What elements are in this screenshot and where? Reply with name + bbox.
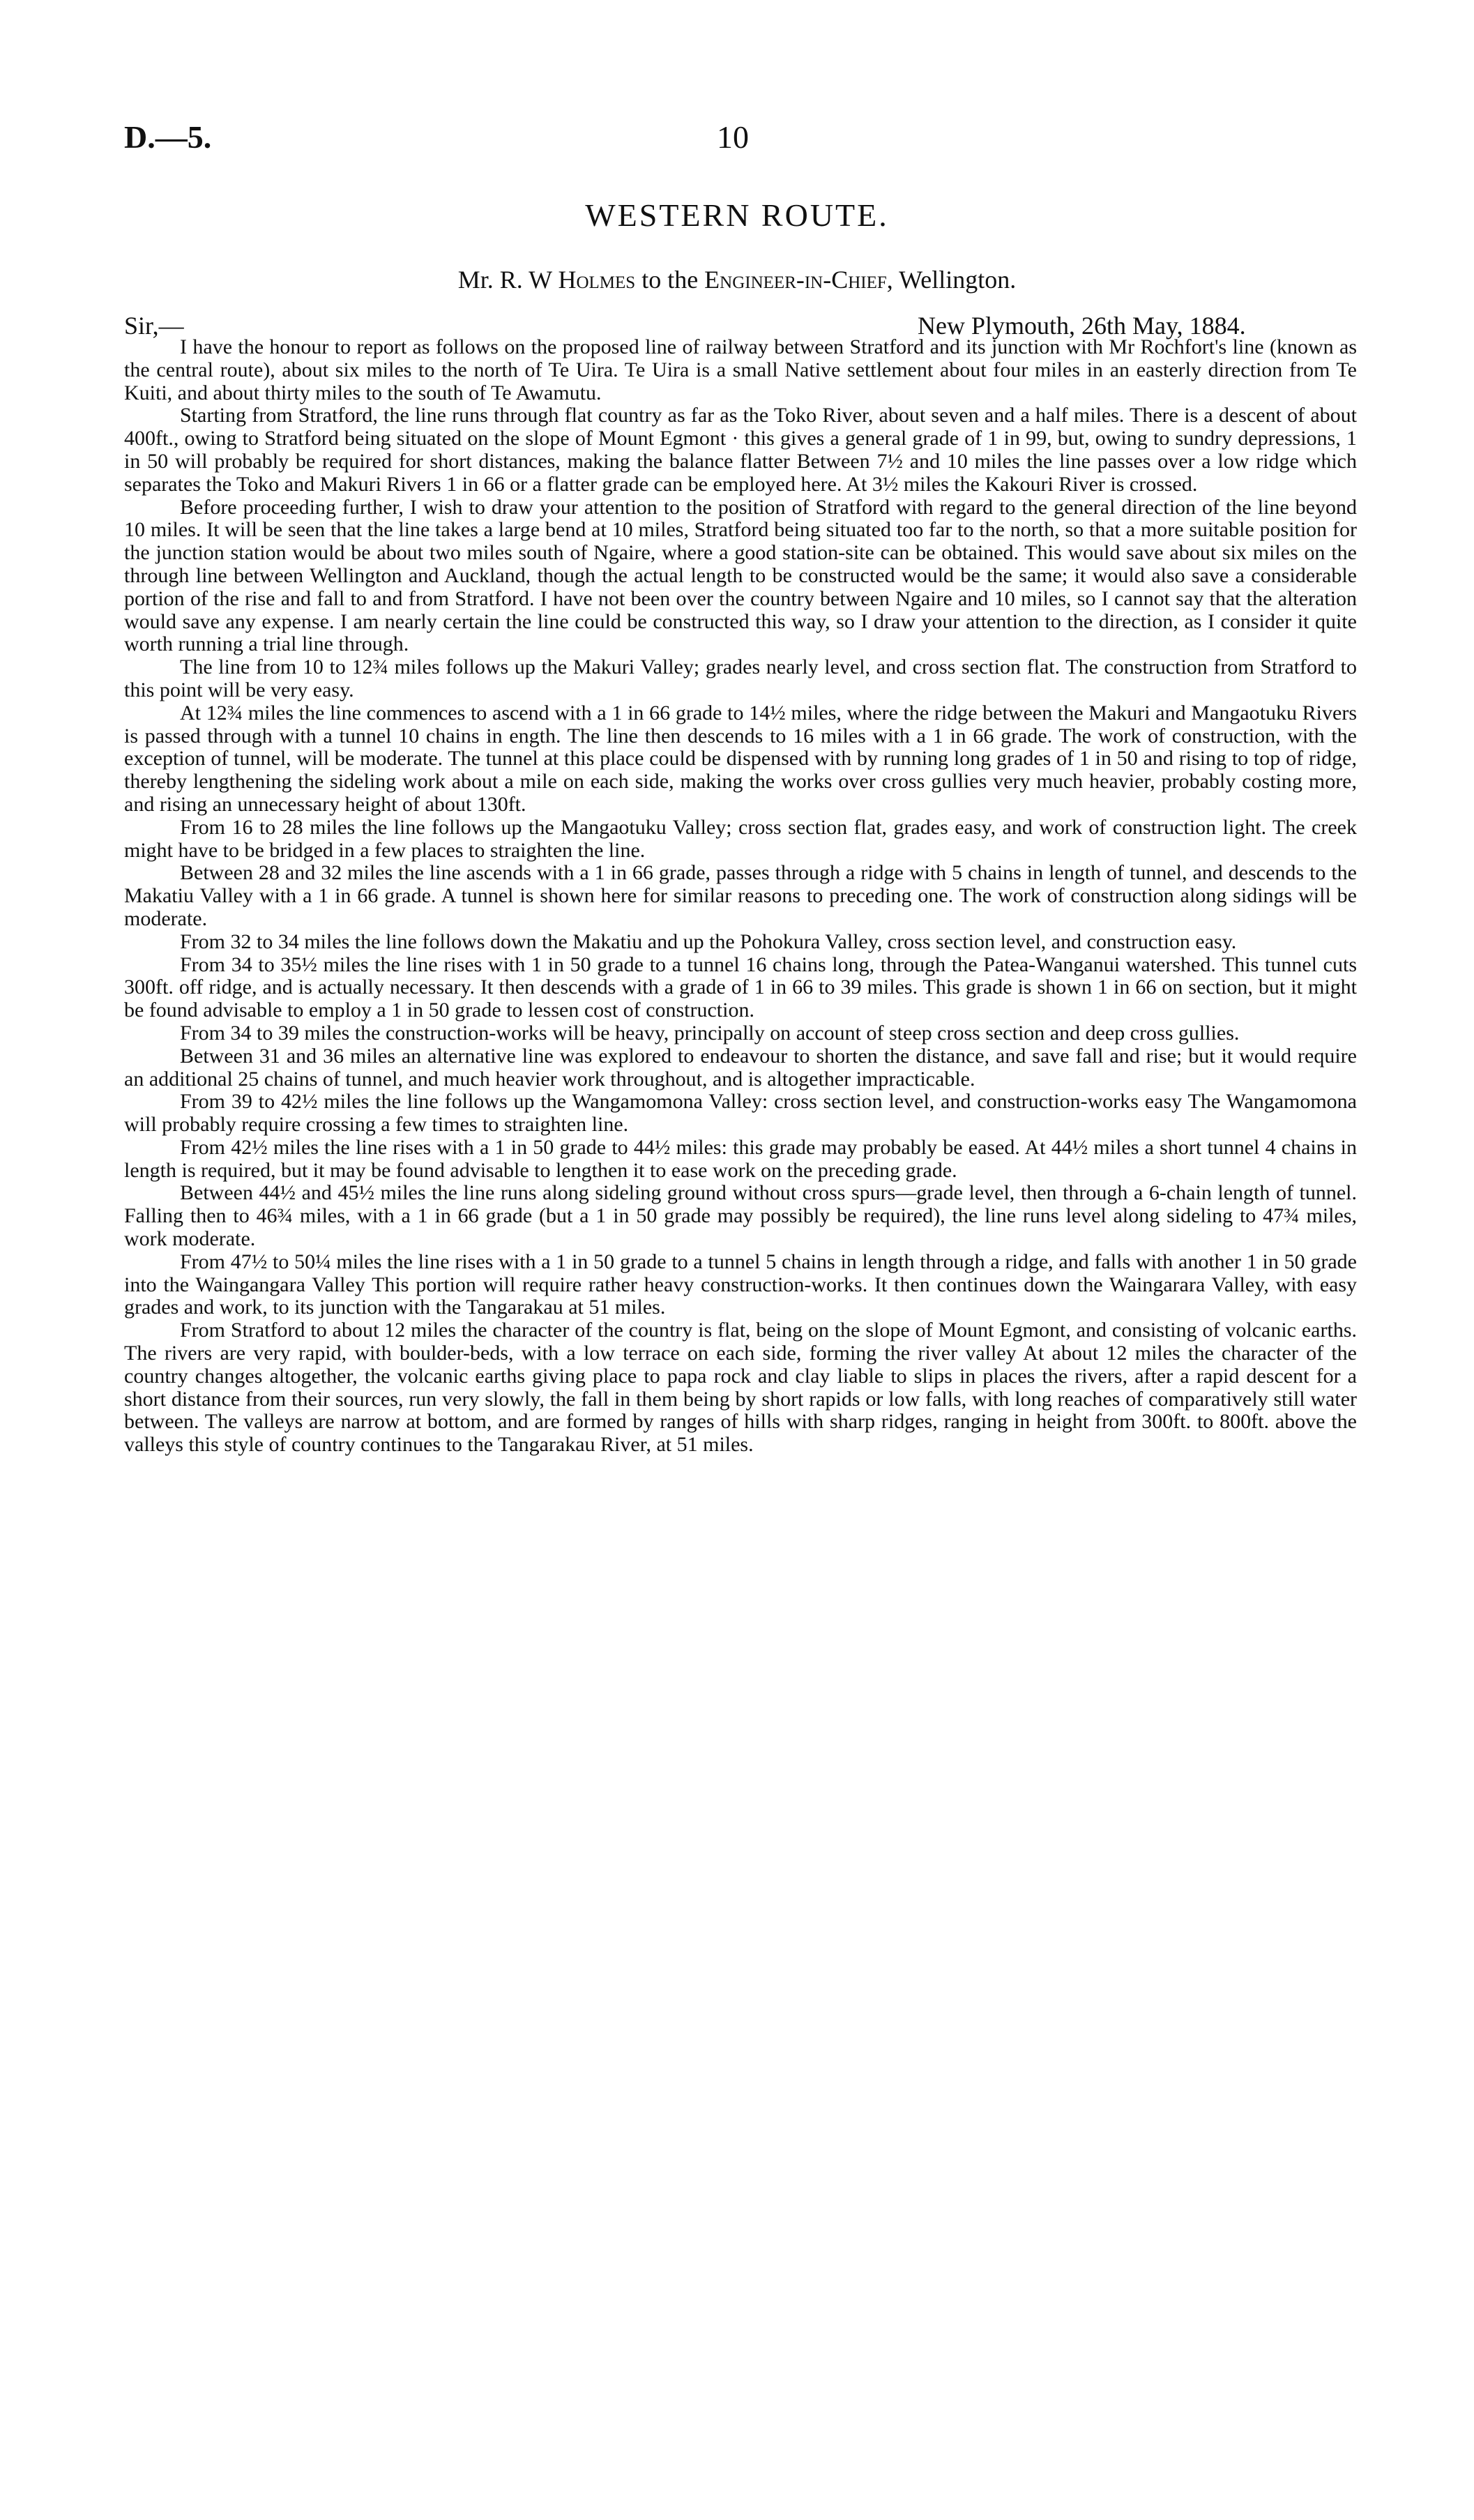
heading-prefix: Mr. R. W (457, 266, 559, 294)
paragraph: I have the honour to report as follows on the proposed line of railway between Stratford and its junction with Mr Rochfort's line (known as the central route), about six miles to the north of Te Uira. Te Uira is a small Native settlement about four miles in an easterly direction from Te Kuiti, and about thirty miles to the south of Te Awamutu. (124, 335, 1357, 404)
heading-author: Holmes (558, 266, 636, 294)
paragraph: At 12¾ miles the line commences to ascend with a 1 in 66 grade to 14½ miles, where the ridge between the Makuri and Mangaotuku Rivers is passed through with a tunnel 10 chains in ength. The line then descends to 16 miles with a 1 in 66 grade. The work of construction, with the exception of tunnel, will be moderate. The tunnel at this place could be dispensed with by running long grades of 1 in 50 and rising to top of ridge, thereby lengthening the sideling work about a mile on each side, making the works over cross gullies very much heavier, probably costing more, and rising an unnecessary height of about 130ft. (124, 701, 1357, 816)
paragraph: Between 44½ and 45½ miles the line runs along sideling ground without cross spurs—grade level, then through a 6-chain length of tunnel. Falling then to 46¾ miles, with a 1 in 66 grade (but a 1 in 50 grade may possibly be required), the line runs level along sideling to 47¾ miles, work moderate. (124, 1181, 1357, 1251)
paragraph: From 42½ miles the line rises with a 1 in 50 grade to 44½ miles: this grade may probably be eased. At 44½ miles a short tunnel 4 chains in length is required, but it may be found advisable to lengthen it to ease work on the preceding grade. (124, 1135, 1357, 1182)
paragraph: From 32 to 34 miles the line follows down the Makatiu and up the Pohokura Valley, cross section level, and construction easy. (180, 929, 1237, 953)
paragraph: Before proceeding further, I wish to draw your attention to the position of Stratford with regard to the general direction of the line beyond 10 miles. It will be seen that the line takes a large bend at 10 miles, Stratford being situated too far to the north, so that a more suitable position for the junction station would be about two miles south of Ngaire, where a good station-site can be obtained. This would save about six miles on the through line between Wellington and Auckland, though the actual length to be constructed would be the same; it would also save a considerable portion of the rise and fall to and from Stratford. I have not been over the country between Ngaire and 10 miles, so I cannot say that the alteration would save any expense. I am nearly certain the line could be constructed this way, so I draw your attention to the direction, as I consider it quite worth running a trial line through. (124, 495, 1357, 656)
letter-body (124, 336, 1357, 1457)
letter-heading (0, 265, 1474, 294)
heading-suffix: , Wellington. (886, 266, 1017, 294)
paragraph: From Stratford to about 12 miles the character of the country is flat, being on the slope of Mount Egmont, and consisting of volcanic earths. The rivers are very rapid, with boulder-beds, with a low terrace on each side, forming the river valley At about 12 miles the character of the country changes altogether, the volcanic earths giving place to papa rock and clay liable to slips in places the rivers, after a rapid descent for a short distance from their sources, run very slowly, the fall in them being by short rapids or low falls, with long reaches of comparatively still water between. The valleys are narrow at bottom, and are formed by ranges of hills with sharp ridges, ranging in height from 300ft. to 800ft. above the valleys this style of country continues to the Tangarakau River, at 51 miles. (124, 1319, 1357, 1457)
paragraph: From 47½ to 50¼ miles the line rises with a 1 in 50 grade to a tunnel 5 chains in length through a ridge, and falls with another 1 in 50 grade into the Waingangara Valley This portion will require rather heavy construction-works. It then continues down the Waingarara Valley, with easy grades and work, to its junction with the Tangarakau at 51 miles. (124, 1250, 1357, 1319)
dateline: New Plymouth, 26th May, 1884. (918, 312, 1246, 340)
paragraph: Between 28 and 32 miles the line ascends with a 1 in 66 grade, passes through a ridge with 5 chains in length of tunnel, and descends to the Makatiu Valley with a 1 in 66 grade. A tunnel is shown here for similar reasons to preceding one. The work of construction along sidings will be moderate. (124, 861, 1357, 930)
heading-middle: to the (635, 266, 705, 294)
paragraph: From 16 to 28 miles the line follows up the Mangaotuku Valley; cross section flat, grades easy, and work of construction light. The creek might have to be bridged in a few places to straighten the line. (124, 815, 1357, 862)
paragraph: The line from 10 to 12¾ miles follows up the Makuri Valley; grades nearly level, and cross section flat. The construction from Stratford to this point will be very easy. (124, 655, 1357, 701)
document-code: D.—5. (124, 119, 212, 155)
paragraph: Starting from Stratford, the line runs through flat country as far as the Toko River, about seven and a half miles. There is a descent of about 400ft., owing to Stratford being situated on the slope of Mount Egmont · this gives a general grade of 1 in 99, but, owing to sundry depressions, 1 in 50 will probably be required for short distances, making the balance flatter Between 7½ and 10 miles the line passes over a low ridge which separates the Toko and Makuri Rivers 1 in 66 or a flatter grade can be employed here. At 3½ miles the Kakouri River is crossed. (124, 404, 1357, 496)
salutation: Sir,— (124, 312, 184, 340)
heading-recipient: Engineer-in-Chief (704, 266, 887, 294)
paragraph: Between 31 and 36 miles an alternative line was explored to endeavour to shorten the distance, and save fall and rise; but it would require an additional 25 chains of tunnel, and much heavier work throughout, and is altogether impracticable. (124, 1044, 1357, 1091)
paragraph: From 39 to 42½ miles the line follows up the Wangamomona Valley: cross section level, and construction-works easy The Wangamomona will probably require crossing a few times to straighten line. (124, 1090, 1357, 1137)
paragraph: From 34 to 35½ miles the line rises with 1 in 50 grade to a tunnel 16 chains long, through the Patea-Wanganui watershed. This tunnel cuts 300ft. off ridge, and is actually necessary. It then descends with a grade of 1 in 66 to 39 miles. This grade is shown 1 in 66 on section, but it might be found advisable to employ a 1 in 50 grade to lessen cost of construction. (124, 952, 1357, 1022)
section-title: WESTERN ROUTE. (585, 197, 889, 233)
paragraph: From 34 to 39 miles the construction-works will be heavy, principally on account of steep cross section and deep cross gullies. (180, 1021, 1240, 1045)
page-number: 10 (717, 119, 749, 155)
